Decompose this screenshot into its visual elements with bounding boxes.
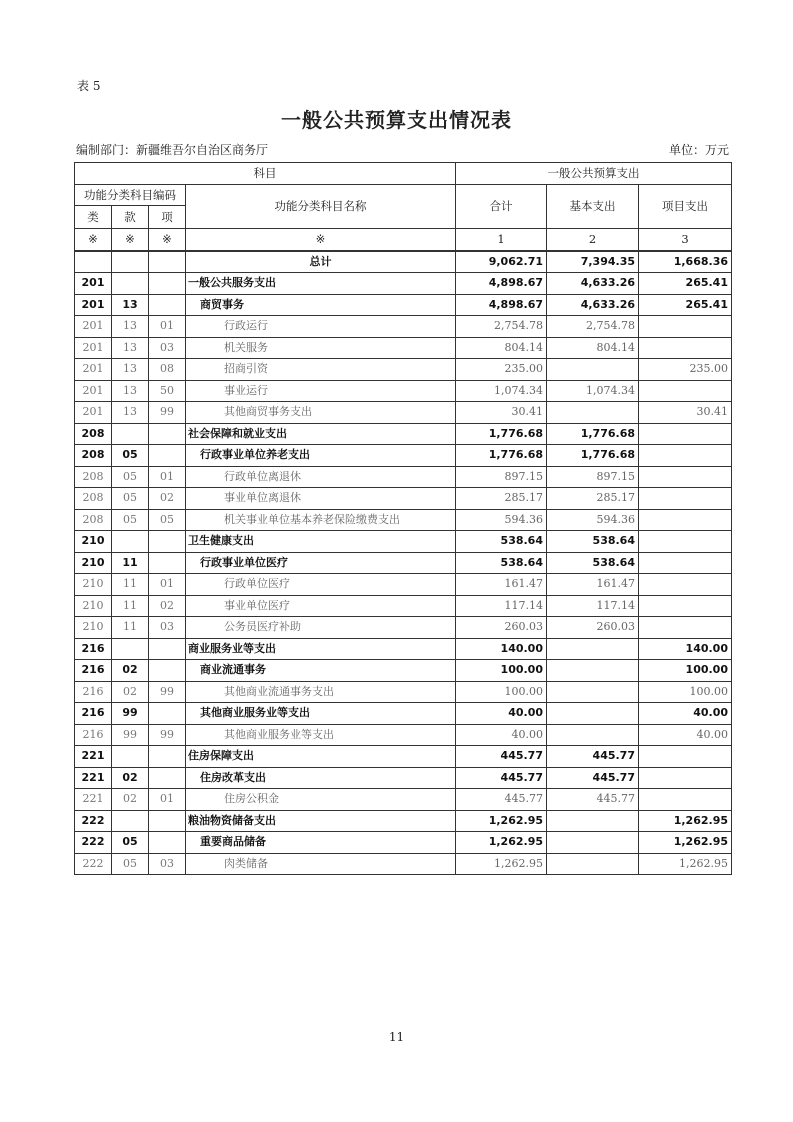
item-name: 粮油物资储备支出 — [186, 810, 456, 832]
table-row — [75, 724, 732, 746]
code-kuan: 05 — [112, 509, 149, 531]
code-xiang: 03 — [149, 617, 186, 639]
item-name: 肉类储备 — [186, 853, 456, 875]
header-mark-2: ※ — [112, 229, 149, 251]
project-cell — [639, 380, 732, 402]
code-lei: 201 — [75, 294, 112, 316]
code-lei: 221 — [75, 767, 112, 789]
item-name: 行政事业单位养老支出 — [186, 445, 456, 467]
table-row — [75, 617, 732, 639]
budget-table — [74, 162, 732, 875]
header-xiang: 项 — [149, 206, 186, 229]
project-cell — [639, 574, 732, 596]
code-lei: 210 — [75, 531, 112, 553]
table-row — [75, 402, 732, 424]
code-lei: 201 — [75, 380, 112, 402]
code-xiang — [149, 810, 186, 832]
item-name: 机关事业单位基本养老保险缴费支出 — [186, 509, 456, 531]
header-code-group: 功能分类科目编码 — [75, 184, 186, 206]
item-name: 住房保障支出 — [186, 746, 456, 768]
basic-cell — [547, 359, 639, 381]
code-xiang — [149, 746, 186, 768]
basic-cell — [547, 660, 639, 682]
total-cell: 40.00 — [456, 703, 547, 725]
code-xiang — [149, 445, 186, 467]
code-kuan — [112, 810, 149, 832]
project-cell — [639, 337, 732, 359]
total-cell: 9,062.71 — [456, 251, 547, 273]
code-xiang — [149, 638, 186, 660]
code-kuan: 05 — [112, 445, 149, 467]
item-name: 行政单位离退休 — [186, 466, 456, 488]
item-name: 其他商业服务业等支出 — [186, 724, 456, 746]
code-xiang: 01 — [149, 316, 186, 338]
project-cell — [639, 595, 732, 617]
code-kuan — [112, 531, 149, 553]
code-kuan: 02 — [112, 767, 149, 789]
item-name: 事业单位离退休 — [186, 488, 456, 510]
code-xiang: 99 — [149, 681, 186, 703]
total-cell: 161.47 — [456, 574, 547, 596]
code-kuan: 11 — [112, 574, 149, 596]
project-cell — [639, 767, 732, 789]
total-cell: 1,776.68 — [456, 445, 547, 467]
code-xiang — [149, 660, 186, 682]
total-cell: 1,262.95 — [456, 832, 547, 854]
item-name: 事业运行 — [186, 380, 456, 402]
table-row — [75, 445, 732, 467]
total-cell: 235.00 — [456, 359, 547, 381]
total-cell: 1,262.95 — [456, 810, 547, 832]
code-kuan: 05 — [112, 853, 149, 875]
header-mark-3: ※ — [149, 229, 186, 251]
table-row — [75, 703, 732, 725]
item-name: 住房公积金 — [186, 789, 456, 811]
project-cell: 140.00 — [639, 638, 732, 660]
header-mark-4: ※ — [186, 229, 456, 251]
table-row — [75, 638, 732, 660]
table-row — [75, 595, 732, 617]
code-xiang: 01 — [149, 789, 186, 811]
code-kuan: 05 — [112, 832, 149, 854]
header-col-1: 1 — [456, 229, 547, 251]
item-name: 其他商业流通事务支出 — [186, 681, 456, 703]
code-lei: 210 — [75, 595, 112, 617]
code-kuan: 13 — [112, 316, 149, 338]
code-kuan: 13 — [112, 380, 149, 402]
code-kuan: 05 — [112, 466, 149, 488]
project-cell: 1,262.95 — [639, 810, 732, 832]
basic-cell: 538.64 — [547, 552, 639, 574]
basic-cell — [547, 832, 639, 854]
item-name: 总计 — [186, 251, 456, 273]
item-name: 商贸事务 — [186, 294, 456, 316]
table-row — [75, 810, 732, 832]
table-row — [75, 552, 732, 574]
item-name: 行政单位医疗 — [186, 574, 456, 596]
code-xiang — [149, 423, 186, 445]
code-xiang — [149, 552, 186, 574]
table-row — [75, 767, 732, 789]
project-cell: 235.00 — [639, 359, 732, 381]
item-name: 商业流通事务 — [186, 660, 456, 682]
total-cell: 4,898.67 — [456, 294, 547, 316]
code-kuan — [112, 638, 149, 660]
code-xiang: 02 — [149, 595, 186, 617]
total-cell: 804.14 — [456, 337, 547, 359]
basic-cell — [547, 810, 639, 832]
basic-cell: 804.14 — [547, 337, 639, 359]
item-name: 其他商贸事务支出 — [186, 402, 456, 424]
project-cell — [639, 509, 732, 531]
code-xiang: 03 — [149, 853, 186, 875]
basic-cell: 4,633.26 — [547, 273, 639, 295]
code-kuan: 11 — [112, 595, 149, 617]
basic-cell — [547, 853, 639, 875]
code-lei: 208 — [75, 445, 112, 467]
total-cell: 100.00 — [456, 660, 547, 682]
total-cell: 445.77 — [456, 767, 547, 789]
code-kuan: 13 — [112, 337, 149, 359]
basic-cell: 7,394.35 — [547, 251, 639, 273]
project-cell: 1,262.95 — [639, 832, 732, 854]
project-cell: 30.41 — [639, 402, 732, 424]
basic-cell: 117.14 — [547, 595, 639, 617]
total-cell: 897.15 — [456, 466, 547, 488]
total-cell: 140.00 — [456, 638, 547, 660]
code-lei: 210 — [75, 574, 112, 596]
total-cell: 538.64 — [456, 531, 547, 553]
item-name: 招商引资 — [186, 359, 456, 381]
total-cell: 445.77 — [456, 789, 547, 811]
basic-cell — [547, 638, 639, 660]
code-xiang: 99 — [149, 402, 186, 424]
header-subject: 科目 — [75, 163, 456, 185]
item-name: 行政运行 — [186, 316, 456, 338]
code-kuan — [112, 423, 149, 445]
header-col-3: 3 — [639, 229, 732, 251]
total-cell: 445.77 — [456, 746, 547, 768]
code-lei: 216 — [75, 638, 112, 660]
table-row — [75, 746, 732, 768]
table-row — [75, 337, 732, 359]
table-row — [75, 380, 732, 402]
table-row — [75, 423, 732, 445]
basic-cell: 1,776.68 — [547, 423, 639, 445]
total-cell: 1,074.34 — [456, 380, 547, 402]
table-row — [75, 832, 732, 854]
table-row — [75, 488, 732, 510]
basic-cell: 897.15 — [547, 466, 639, 488]
code-kuan: 99 — [112, 703, 149, 725]
basic-cell — [547, 703, 639, 725]
header-budget: 一般公共预算支出 — [456, 163, 732, 185]
item-name: 机关服务 — [186, 337, 456, 359]
table-row — [75, 359, 732, 381]
code-lei: 201 — [75, 402, 112, 424]
project-cell: 100.00 — [639, 681, 732, 703]
project-cell — [639, 552, 732, 574]
item-name: 社会保障和就业支出 — [186, 423, 456, 445]
code-lei: 210 — [75, 552, 112, 574]
code-kuan — [112, 273, 149, 295]
total-cell: 1,262.95 — [456, 853, 547, 875]
header-kuan: 款 — [112, 206, 149, 229]
basic-cell: 2,754.78 — [547, 316, 639, 338]
code-xiang — [149, 767, 186, 789]
code-lei: 208 — [75, 488, 112, 510]
project-cell — [639, 423, 732, 445]
project-cell — [639, 617, 732, 639]
header-col-2: 2 — [547, 229, 639, 251]
basic-cell: 445.77 — [547, 746, 639, 768]
total-cell: 1,776.68 — [456, 423, 547, 445]
code-lei: 222 — [75, 810, 112, 832]
project-cell — [639, 488, 732, 510]
item-name: 卫生健康支出 — [186, 531, 456, 553]
basic-cell: 445.77 — [547, 767, 639, 789]
code-xiang — [149, 832, 186, 854]
code-xiang: 08 — [149, 359, 186, 381]
page-number: 11 — [388, 1030, 405, 1044]
code-lei: 222 — [75, 832, 112, 854]
total-cell: 40.00 — [456, 724, 547, 746]
table-row — [75, 509, 732, 531]
total-cell: 285.17 — [456, 488, 547, 510]
basic-cell — [547, 724, 639, 746]
code-lei: 216 — [75, 724, 112, 746]
code-lei: 201 — [75, 337, 112, 359]
code-kuan: 02 — [112, 681, 149, 703]
unit-label: 单位：万元 — [668, 143, 729, 157]
total-cell: 538.64 — [456, 552, 547, 574]
header-total: 合计 — [456, 184, 547, 229]
item-name: 公务员医疗补助 — [186, 617, 456, 639]
project-cell — [639, 789, 732, 811]
basic-cell: 594.36 — [547, 509, 639, 531]
item-name: 重要商品储备 — [186, 832, 456, 854]
table-row — [75, 316, 732, 338]
item-name: 商业服务业等支出 — [186, 638, 456, 660]
code-xiang — [149, 273, 186, 295]
code-xiang: 01 — [149, 574, 186, 596]
project-cell — [639, 746, 732, 768]
code-kuan: 02 — [112, 660, 149, 682]
code-kuan: 11 — [112, 552, 149, 574]
item-name: 其他商业服务业等支出 — [186, 703, 456, 725]
basic-cell: 1,776.68 — [547, 445, 639, 467]
code-lei: 208 — [75, 466, 112, 488]
table-row — [75, 853, 732, 875]
code-kuan: 02 — [112, 789, 149, 811]
total-cell: 4,898.67 — [456, 273, 547, 295]
code-lei — [75, 251, 112, 273]
code-kuan: 13 — [112, 402, 149, 424]
basic-cell — [547, 402, 639, 424]
basic-cell: 285.17 — [547, 488, 639, 510]
total-cell: 100.00 — [456, 681, 547, 703]
table-row — [75, 574, 732, 596]
code-kuan — [112, 746, 149, 768]
code-kuan: 13 — [112, 294, 149, 316]
project-cell: 100.00 — [639, 660, 732, 682]
code-lei: 208 — [75, 423, 112, 445]
basic-cell — [547, 681, 639, 703]
code-lei: 201 — [75, 316, 112, 338]
code-lei: 201 — [75, 359, 112, 381]
department-label: 编制部门：新疆维吾尔自治区商务厅 — [76, 143, 269, 157]
code-lei: 208 — [75, 509, 112, 531]
table-row — [75, 531, 732, 553]
code-xiang — [149, 531, 186, 553]
basic-cell: 538.64 — [547, 531, 639, 553]
table-row — [75, 466, 732, 488]
total-cell: 2,754.78 — [456, 316, 547, 338]
total-cell: 594.36 — [456, 509, 547, 531]
item-name: 一般公共服务支出 — [186, 273, 456, 295]
table-row — [75, 789, 732, 811]
project-cell — [639, 316, 732, 338]
project-cell: 40.00 — [639, 703, 732, 725]
code-kuan: 05 — [112, 488, 149, 510]
code-kuan — [112, 251, 149, 273]
basic-cell: 1,074.34 — [547, 380, 639, 402]
code-kuan: 13 — [112, 359, 149, 381]
project-cell: 265.41 — [639, 294, 732, 316]
code-kuan: 99 — [112, 724, 149, 746]
code-xiang — [149, 294, 186, 316]
basic-cell: 445.77 — [547, 789, 639, 811]
header-mark-1: ※ — [75, 229, 112, 251]
code-lei: 216 — [75, 660, 112, 682]
total-cell: 260.03 — [456, 617, 547, 639]
table-row — [75, 251, 732, 273]
project-cell — [639, 445, 732, 467]
header-project: 项目支出 — [639, 184, 732, 229]
total-cell: 30.41 — [456, 402, 547, 424]
item-name: 行政事业单位医疗 — [186, 552, 456, 574]
project-cell — [639, 466, 732, 488]
table-body — [75, 251, 732, 875]
code-lei: 216 — [75, 681, 112, 703]
project-cell: 1,262.95 — [639, 853, 732, 875]
table-row — [75, 273, 732, 295]
basic-cell: 161.47 — [547, 574, 639, 596]
code-xiang: 05 — [149, 509, 186, 531]
code-kuan: 11 — [112, 617, 149, 639]
basic-cell: 4,633.26 — [547, 294, 639, 316]
project-cell: 40.00 — [639, 724, 732, 746]
code-lei: 222 — [75, 853, 112, 875]
table-tag: 表 5 — [77, 79, 101, 93]
code-xiang — [149, 703, 186, 725]
table-row — [75, 660, 732, 682]
code-xiang: 03 — [149, 337, 186, 359]
basic-cell: 260.03 — [547, 617, 639, 639]
code-lei: 221 — [75, 789, 112, 811]
code-xiang: 99 — [149, 724, 186, 746]
item-name: 事业单位医疗 — [186, 595, 456, 617]
table-row — [75, 294, 732, 316]
code-lei: 221 — [75, 746, 112, 768]
project-cell: 265.41 — [639, 273, 732, 295]
table-row — [75, 681, 732, 703]
item-name: 住房改革支出 — [186, 767, 456, 789]
code-lei: 201 — [75, 273, 112, 295]
page-title: 一般公共预算支出情况表 — [281, 108, 512, 132]
project-cell: 1,668.36 — [639, 251, 732, 273]
total-cell: 117.14 — [456, 595, 547, 617]
code-lei: 216 — [75, 703, 112, 725]
code-xiang: 02 — [149, 488, 186, 510]
code-xiang — [149, 251, 186, 273]
code-lei: 210 — [75, 617, 112, 639]
header-name: 功能分类科目名称 — [186, 184, 456, 229]
header-basic: 基本支出 — [547, 184, 639, 229]
project-cell — [639, 531, 732, 553]
header-lei: 类 — [75, 206, 112, 229]
code-xiang: 01 — [149, 466, 186, 488]
code-xiang: 50 — [149, 380, 186, 402]
